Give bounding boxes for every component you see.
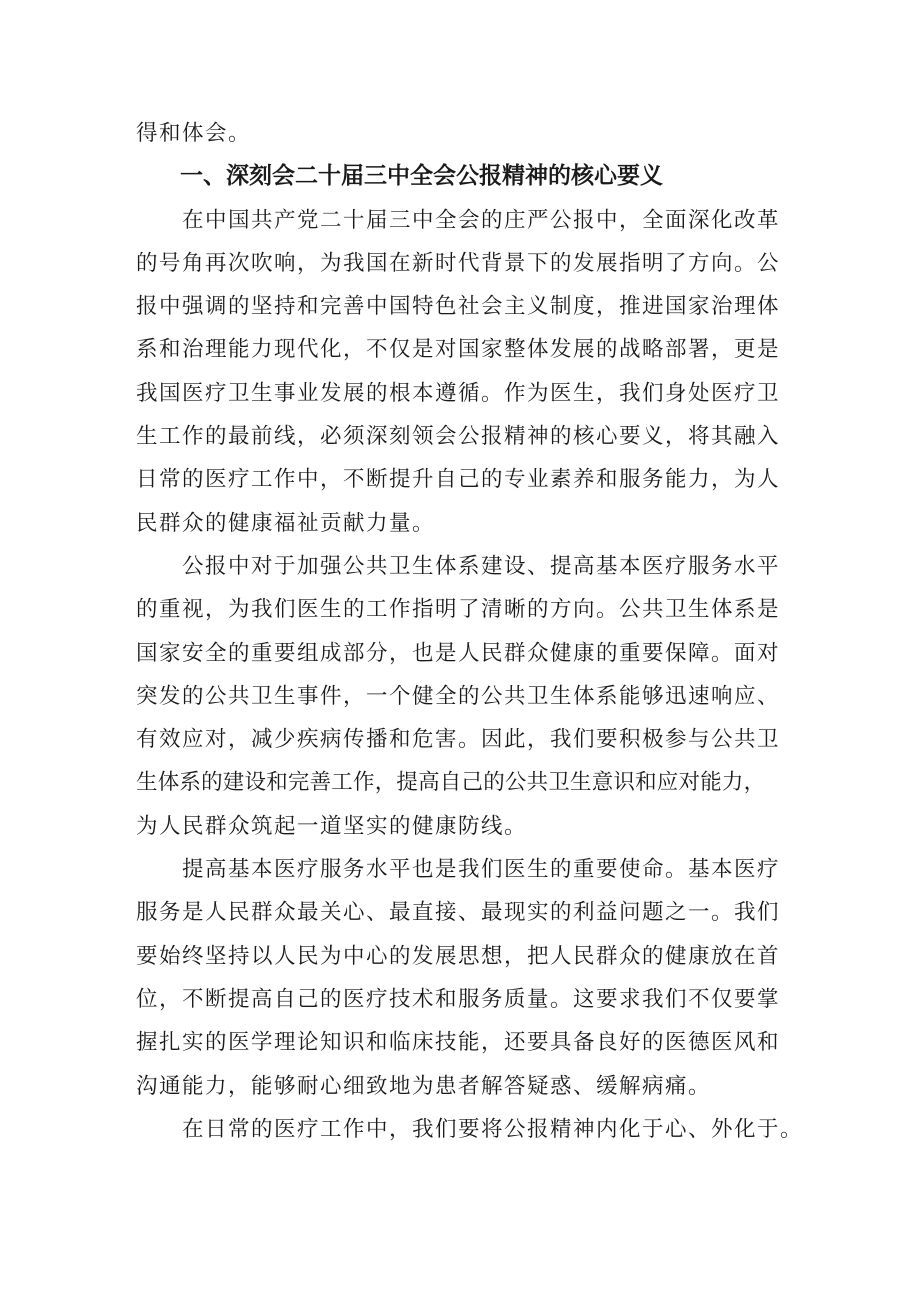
section-heading: 一、深刻会二十届三中全会公报精神的核心要义 <box>180 163 663 190</box>
paragraph-first-line: 公报中对于加强公共卫生体系建设、提高基本医疗服务水平 <box>182 553 781 579</box>
text-line: 握扎实的医学理论知识和临床技能，还要具备良好的医德医风和 <box>136 1030 781 1056</box>
text-line: 突发的公共卫生事件，一个健全的公共卫生体系能够迅速响应、 <box>136 683 781 709</box>
text-line: 系和治理能力现代化，不仅是对国家整体发展的战略部署，更是 <box>136 337 781 363</box>
text-line: 生工作的最前线，必须深刻领会公报精神的核心要义，将其融入 <box>136 424 781 450</box>
paragraph-first-line: 提高基本医疗服务水平也是我们医生的重要使命。基本医疗 <box>182 857 781 883</box>
text-line: 国家安全的重要组成部分，也是人民群众健康的重要保障。面对 <box>136 640 781 666</box>
text-line: 为人民群众筑起一道坚实的健康防线。 <box>136 813 528 839</box>
text-line: 服务是人民群众最关心、最直接、最现实的利益问题之一。我们 <box>136 900 781 926</box>
text-line: 民群众的健康福祉贡献力量。 <box>136 510 436 536</box>
paragraph-first-line: 在日常的医疗工作中，我们要将公报精神内化于心、外化于。 <box>182 1116 804 1142</box>
text-line: 报中强调的坚持和完善中国特色社会主义制度，推进国家治理体 <box>136 294 781 320</box>
document-body <box>136 112 804 1151</box>
text-line: 的重视，为我们医生的工作指明了清晰的方向。公共卫生体系是 <box>136 597 781 623</box>
text-line: 有效应对，减少疾病传播和危害。因此，我们要积极参与公共卫 <box>136 727 781 753</box>
text-line: 沟通能力，能够耐心细致地为患者解答疑惑、缓解病痛。 <box>136 1073 712 1099</box>
text-line: 日常的医疗工作中，不断提升自己的专业素养和服务能力，为人 <box>136 467 781 493</box>
paragraph-first-line: 在中国共产党二十届三中全会的庄严公报中，全面深化改革 <box>182 207 781 233</box>
text-line: 位，不断提高自己的医疗技术和服务质量。这要求我们不仅要掌 <box>136 986 781 1012</box>
text-line: 我国医疗卫生事业发展的根本遵循。作为医生，我们身处医疗卫 <box>136 380 781 406</box>
text-line: 得和体会。 <box>136 121 252 146</box>
text-line: 的号角再次吹响，为我国在新时代背景下的发展指明了方向。公 <box>136 250 781 276</box>
text-line: 要始终坚持以人民为中心的发展思想，把人民群众的健康放在首 <box>136 943 781 969</box>
text-line: 生体系的建设和完善工作，提高自己的公共卫生意识和应对能力， <box>136 770 766 796</box>
